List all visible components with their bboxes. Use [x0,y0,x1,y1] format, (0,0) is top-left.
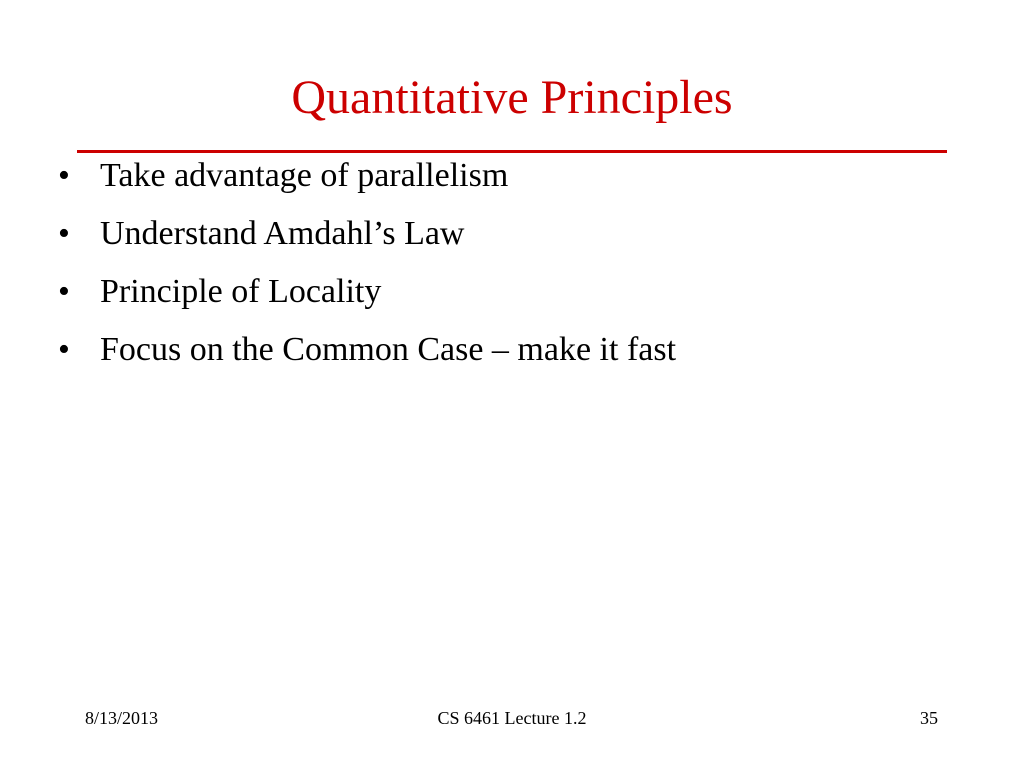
bullet-marker: • [58,157,70,194]
bullet-marker: • [58,273,70,310]
bullet-text: Understand Amdahl’s Law [100,215,465,252]
bullet-text: Principle of Locality [100,273,382,310]
bullet-text: Take advantage of parallelism [100,157,509,194]
bullet-marker: • [58,215,70,252]
bullet-marker: • [58,331,70,368]
slide-title: Quantitative Principles [291,71,733,124]
footer-page-number: 35 [920,708,938,728]
footer-course-label: CS 6461 Lecture 1.2 [437,708,587,728]
footer-date: 8/13/2013 [85,708,159,728]
bullet-text: Focus on the Common Case – make it fast [100,331,677,368]
